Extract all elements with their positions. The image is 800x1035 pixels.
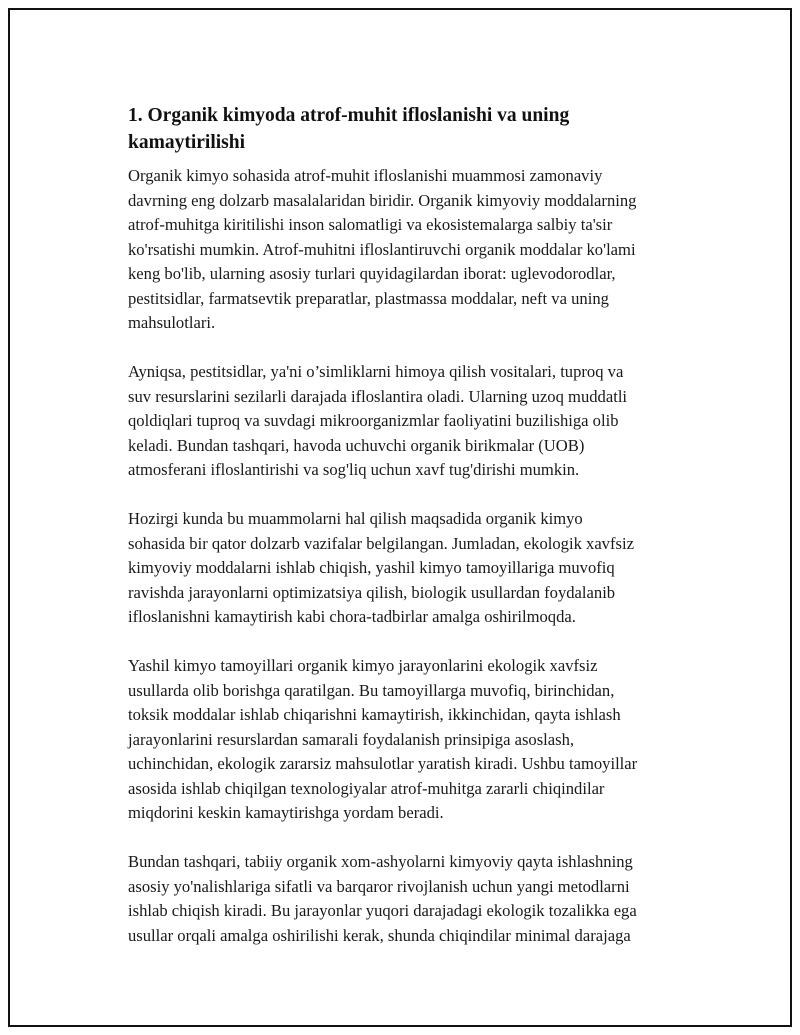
paragraph-1 xyxy=(128,164,708,336)
text-line: pestitsidlar, farmatsevtik preparatlar, plastmassa moddalar, neft va uning xyxy=(128,288,609,308)
heading-line: 1. Organik kimyoda atrof-muhit ifloslanishi va uning xyxy=(128,105,570,126)
text-line: Bundan tashqari, tabiiy organik xom-ashyolarni kimyoviy qayta ishlashning xyxy=(128,852,633,871)
text-line: asosiy yo'nalishlariga sifatli va barqaror rivojlanish uchun yangi metodlarni xyxy=(128,876,630,896)
text-line: usullarda olib borishga qaratilgan. Bu tamoyillarga muvofiq, birinchidan, xyxy=(128,680,615,700)
text-line: asosida ishlab chiqilgan texnologiyalar atrof-muhitga zararli chiqindilar xyxy=(128,778,605,798)
text-line: suv resurslarini sezilarli darajada ifloslantira oladi. Ularning uzoq muddatli xyxy=(128,386,628,406)
text-line: ishlab chiqish kiradi. Bu jarayonlar yuqori darajadagi ekologik tozalikka ega xyxy=(128,901,637,920)
text-line: mahsulotlari. xyxy=(128,313,216,332)
text-line: Hozirgi kunda bu muammolarni hal qilish maqsadida organik kimyo xyxy=(128,509,583,528)
text-line: toksik moddalar ishlab chiqarishni kamaytirish, ikkinchidan, qayta ishlash xyxy=(128,705,621,724)
text-line: atrof-muhitga kiritilishi inson salomatligi va ekosistemalarga salbiy ta'sir xyxy=(128,215,613,234)
text-line: keng bo'lib, ularning asosiy turlari quyidagilardan iborat: uglevodorodlar, xyxy=(128,264,616,283)
paragraph-4 xyxy=(128,654,708,826)
text-line: Yashil kimyo tamoyillari organik kimyo jarayonlarini ekologik xavfsiz xyxy=(128,656,598,675)
paragraph-2 xyxy=(128,360,708,483)
document-body xyxy=(128,102,708,973)
paragraph-3 xyxy=(128,507,708,630)
text-line: jarayonlarini resurslardan samarali foydalanish prinsipiga asoslash, xyxy=(128,729,575,749)
text-line: miqdorini keskin kamaytirishga yordam beradi. xyxy=(128,803,444,822)
text-line: ravishda jarayonlarni optimizatsiya qilish, biologik usullardan foydalanib xyxy=(128,582,616,602)
heading-line: kamaytirilishi xyxy=(128,132,246,153)
text-line: ifloslanishni kamaytirish kabi chora-tadbirlar amalga oshirilmoqda. xyxy=(128,607,576,626)
section-heading xyxy=(128,102,708,156)
text-line: ko'rsatishi mumkin. Atrof-muhitni ifloslantiruvchi organik moddalar ko'lami xyxy=(128,239,636,259)
text-line: uchinchidan, ekologik zararsiz mahsulotlar yaratish kiradi. Ushbu tamoyillar xyxy=(128,754,638,773)
text-line: keladi. Bundan tashqari, havoda uchuvchi organik birikmalar (UOB) xyxy=(128,435,585,455)
text-line: atmosferani ifloslantirishi va sog'liq uchun xavf tug'dirishi mumkin. xyxy=(128,460,580,479)
page-frame xyxy=(8,8,792,1027)
paragraph-5 xyxy=(128,850,708,948)
text-line: Ayniqsa, pestitsidlar, ya'ni o’simliklarni himoya qilish vositalari, tuproq va xyxy=(128,362,624,381)
text-line: kimyoviy moddalarni ishlab chiqish, yashil kimyo tamoyillariga muvofiq xyxy=(128,558,615,577)
text-line: usullar orqali amalga oshirilishi kerak, shunda chiqindilar minimal darajaga xyxy=(128,925,631,945)
text-line: davrning eng dolzarb masalalaridan biridir. Organik kimyoviy moddalarning xyxy=(128,190,637,210)
text-line: Organik kimyo sohasida atrof-muhit ifloslanishi muammosi zamonaviy xyxy=(128,166,603,185)
text-line: sohasida bir qator dolzarb vazifalar belgilangan. Jumladan, ekologik xavfsiz xyxy=(128,533,634,553)
text-line: qoldiqlari tuproq va suvdagi mikroorganizmlar faoliyatini buzilishiga olib xyxy=(128,411,619,430)
